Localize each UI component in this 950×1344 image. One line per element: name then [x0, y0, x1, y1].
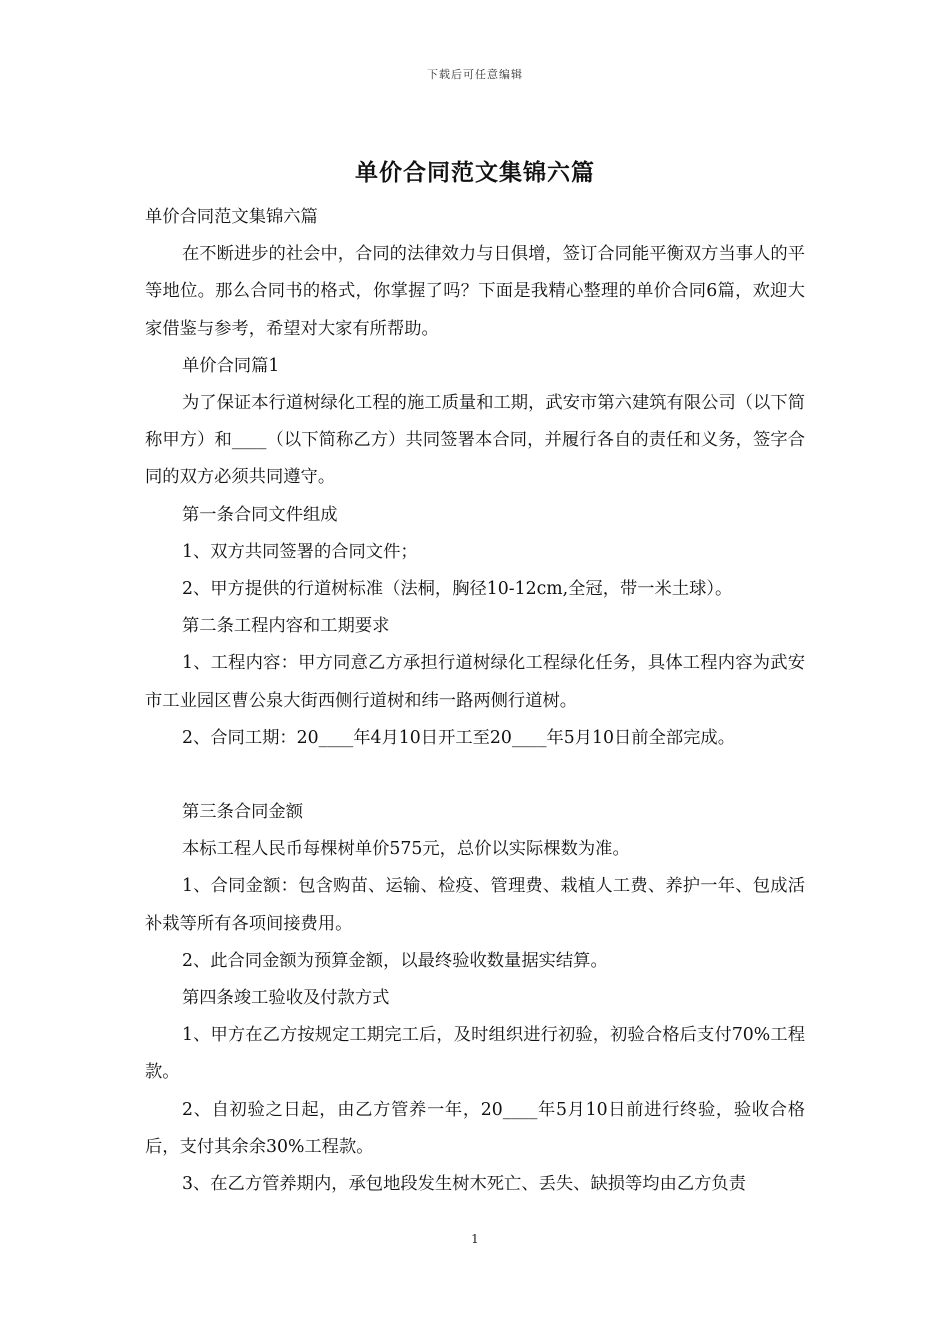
- page-header: 下载后可任意编辑: [427, 68, 523, 81]
- paragraph: 2、甲方提供的行道树标准（法桐，胸径10-12cm,全冠，带一米土球）。: [182, 579, 733, 600]
- paragraph: 2、合同工期：20____年4月10日开工至20____年5月10日前全部完成。: [182, 727, 735, 748]
- paragraph: 第一条合同文件组成: [182, 504, 338, 525]
- paragraph: 1、双方共同签署的合同文件；: [182, 541, 418, 562]
- paragraph: 1、合同金额：包含购苗、运输、检疫、管理费、栽植人工费、养护一年、包成活补栽等所有各项间接费用。: [145, 876, 805, 934]
- paragraph: 2、此合同金额为预算金额，以最终验收数量据实结算。: [182, 950, 608, 971]
- paragraph: 第四条竣工验收及付款方式: [182, 988, 390, 1009]
- paragraph: 本标工程人民币每棵树单价575元，总价以实际棵数为准。: [182, 839, 630, 860]
- paragraph: 第三条合同金额: [182, 802, 303, 823]
- paragraph: 单价合同篇1: [182, 355, 280, 376]
- paragraph: 第二条工程内容和工期要求: [182, 616, 390, 637]
- document-title: 单价合同范文集锦六篇: [355, 159, 595, 186]
- paragraph: 为了保证本行道树绿化工程的施工质量和工期，武安市第六建筑有限公司（以下简称甲方）和____（以下简称乙方）共同签署本合同，并履行各自的责任和义务，签字合同的双方必须共同遵守。: [145, 393, 805, 488]
- paragraph: 1、工程内容：甲方同意乙方承担行道树绿化工程绿化任务，具体工程内容为武安市工业园区曹公泉大街西侧行道树和纬一路两侧行道树。: [145, 653, 805, 711]
- paragraph-gap: [145, 757, 805, 794]
- paragraph: 1、甲方在乙方按规定工期完工后，及时组织进行初验，初验合格后支付70%工程款。: [145, 1025, 805, 1083]
- paragraph: 单价合同范文集锦六篇: [145, 207, 318, 227]
- paragraph: 在不断进步的社会中，合同的法律效力与日俱增，签订合同能平衡双方当事人的平等地位。那么合同书的格式，你掌握了吗？下面是我精心整理的单价合同6篇，欢迎大家借鉴与参考，希望对大家有所帮助。: [145, 244, 805, 339]
- page-number: 1: [471, 1232, 479, 1246]
- paragraph: 2、自初验之日起，由乙方管养一年，20____年5月10日前进行终验，验收合格后，支付其余余30%工程款。: [145, 1099, 805, 1157]
- document-body: [145, 199, 805, 1203]
- paragraph: 3、在乙方管养期内，承包地段发生树木死亡、丢失、缺损等均由乙方负责: [182, 1174, 746, 1195]
